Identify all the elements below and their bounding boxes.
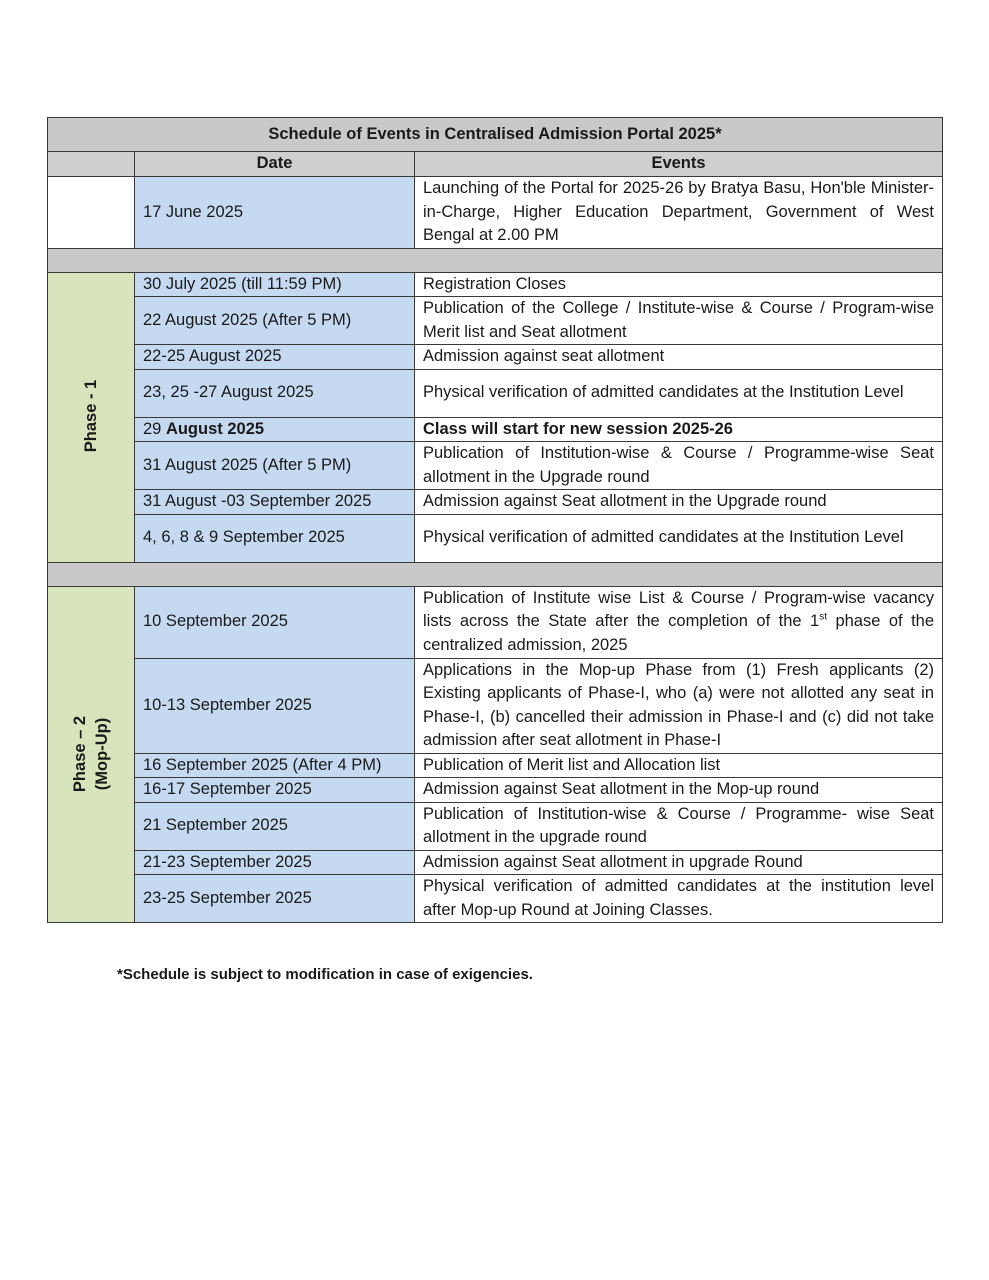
date-cell: 23-25 September 2025 (135, 875, 415, 923)
date-cell: 21-23 September 2025 (135, 850, 415, 875)
table-row (48, 850, 943, 875)
event-cell: Publication of Merit list and Allocation list (415, 753, 943, 778)
date-cell: 16-17 September 2025 (135, 778, 415, 803)
event-cell (415, 586, 943, 658)
event-text: phase of the centralized admission, 2025 (423, 612, 935, 654)
event-cell: Applications in the Mop-up Phase from (1) Fresh applicants (2) Existing applicants of Phase-I, who (a) were not allotted any seat in Phase-I, (b) cancelled their admission in Phase-I and (c) did not take admission after seat allotment in Phase-I (415, 658, 943, 753)
event-cell: Launching of the Portal for 2025-26 by Bratya Basu, Hon'ble Minister-in-Charge, Higher Education Department, Government of West Bengal at 2.00 PM (415, 177, 943, 249)
date-month-bold: August 2025 (165, 419, 265, 438)
date-day: 29 (143, 419, 166, 438)
phase-2-label (69, 715, 113, 791)
table-row (48, 875, 943, 923)
phase-1-label: Phase - 1 (82, 380, 100, 453)
event-cell: Admission against Seat allotment in the Mop-up round (415, 778, 943, 803)
phase-2-label-line1: Phase – 2 (70, 715, 89, 792)
table-row (48, 417, 943, 442)
phase-2-label-cell (48, 586, 135, 923)
table-row (48, 753, 943, 778)
date-cell: 16 September 2025 (After 4 PM) (135, 753, 415, 778)
date-cell: 30 July 2025 (till 11:59 PM) (135, 272, 415, 297)
table-row (48, 514, 943, 562)
table-row (48, 658, 943, 753)
date-cell: 17 June 2025 (135, 177, 415, 249)
date-cell: 31 August 2025 (After 5 PM) (135, 442, 415, 490)
date-cell: 10 September 2025 (135, 586, 415, 658)
date-cell: 4, 6, 8 & 9 September 2025 (135, 514, 415, 562)
footnote: *Schedule is subject to modification in case of exigencies. (117, 966, 533, 983)
event-cell: Publication of the College / Institute-wise & Course / Program-wise Merit list and Seat allotment (415, 297, 943, 345)
table-row (48, 369, 943, 417)
separator-row (48, 562, 943, 586)
table-title: Schedule of Events in Centralised Admission Portal 2025* (48, 118, 943, 152)
event-cell: Class will start for new session 2025-26 (415, 417, 943, 442)
phase-2-label-line2: (Mop-Up) (92, 717, 111, 790)
phase-blank-cell (48, 177, 135, 249)
event-cell: Admission against Seat allotment in upgrade Round (415, 850, 943, 875)
event-cell: Physical verification of admitted candidates at the institution level after Mop-up Round at Joining Classes. (415, 875, 943, 923)
table-row (48, 272, 943, 297)
table-row (48, 297, 943, 345)
phase-1-label-cell (48, 272, 135, 562)
event-cell: Admission against Seat allotment in the Upgrade round (415, 490, 943, 515)
phase-header-blank (48, 152, 135, 177)
date-cell: 10-13 September 2025 (135, 658, 415, 753)
event-text: Publication of Institute wise List & Course / Program-wise vacancy lists across the State after the completion of the 1 (423, 588, 935, 631)
date-cell: 21 September 2025 (135, 802, 415, 850)
date-cell: 22 August 2025 (After 5 PM) (135, 297, 415, 345)
date-cell: 22-25 August 2025 (135, 345, 415, 370)
table-row (48, 586, 943, 658)
table-row (48, 802, 943, 850)
table-row (48, 490, 943, 515)
events-header: Events (415, 152, 943, 177)
table-row (48, 345, 943, 370)
date-cell: 23, 25 -27 August 2025 (135, 369, 415, 417)
event-cell: Publication of Institution-wise & Course / Programme- wise Seat allotment in the upgrade round (415, 802, 943, 850)
date-cell (135, 417, 415, 442)
table-row (48, 177, 943, 249)
table-row (48, 778, 943, 803)
table-row (48, 442, 943, 490)
separator-row (48, 248, 943, 272)
schedule-table (47, 117, 943, 923)
event-cell: Registration Closes (415, 272, 943, 297)
event-superscript: st (819, 611, 827, 623)
event-cell: Admission against seat allotment (415, 345, 943, 370)
date-cell: 31 August -03 September 2025 (135, 490, 415, 515)
event-cell: Physical verification of admitted candidates at the Institution Level (415, 369, 943, 417)
event-cell: Publication of Institution-wise & Course / Programme-wise Seat allotment in the Upgrade round (415, 442, 943, 490)
event-cell: Physical verification of admitted candidates at the Institution Level (415, 514, 943, 562)
date-header: Date (135, 152, 415, 177)
